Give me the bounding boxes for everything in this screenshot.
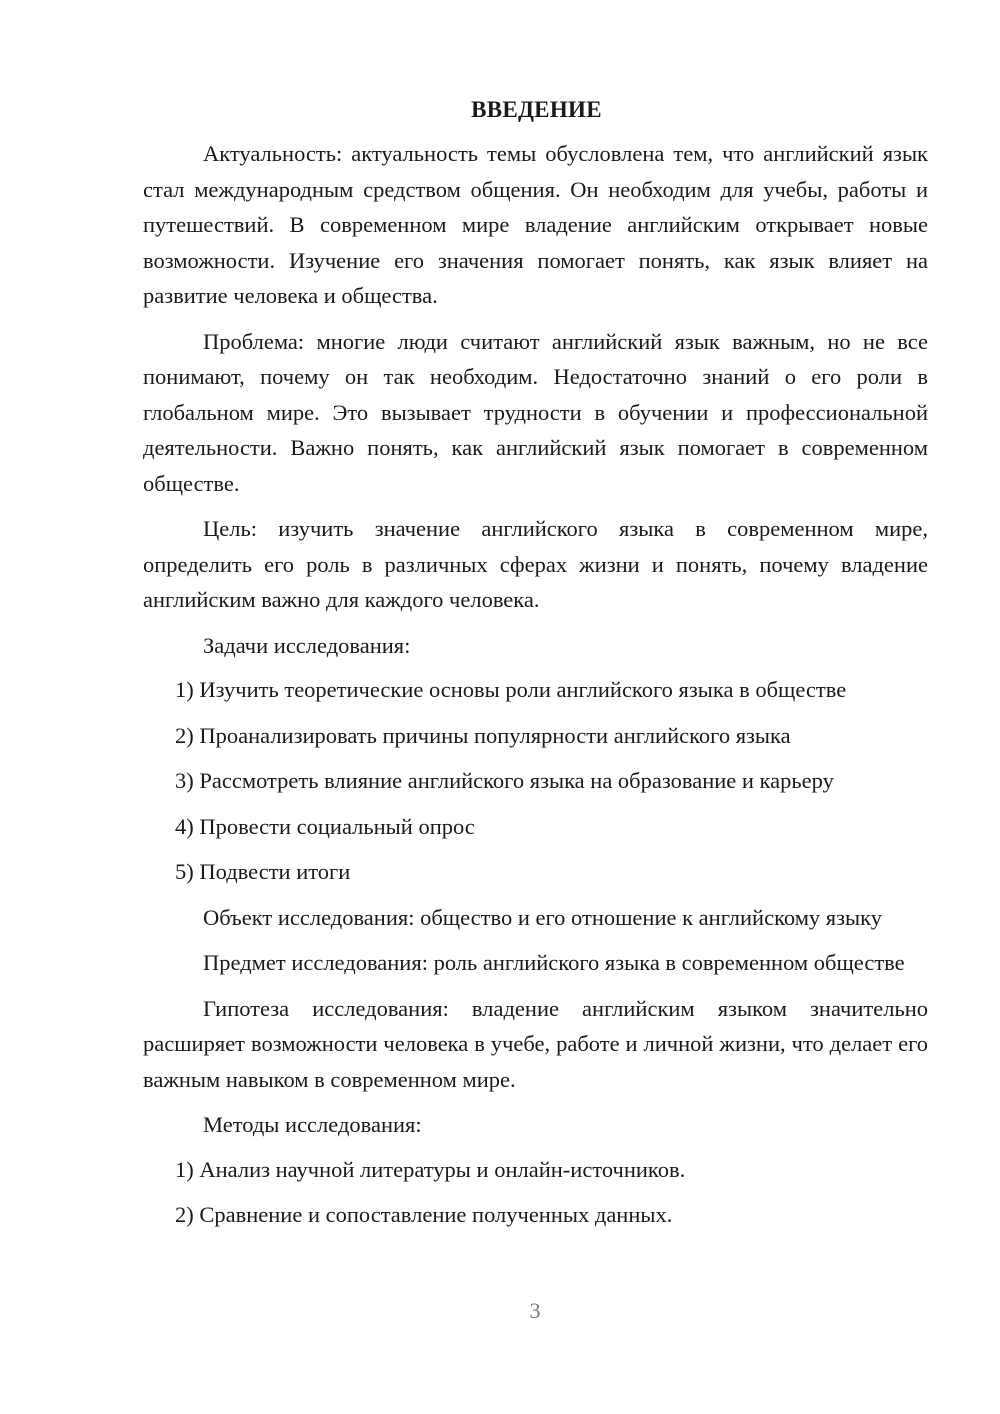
page-title: ВВЕДЕНИЕ (471, 97, 602, 122)
methods-list (143, 1152, 928, 1233)
task-item: 5) Подвести итоги (175, 859, 351, 884)
goal-paragraph: Цель: изучить значение английского языка в современном мире, определить его роль в различных сферах жизни и понять, почему владение английским важно для каждого человека. (143, 516, 928, 612)
method-item: 2) Сравнение и сопоставление полученных данных. (175, 1202, 673, 1227)
method-item: 1) Анализ научной литературы и онлайн-источников. (175, 1156, 686, 1182)
tasks-list (143, 672, 928, 890)
task-item: 2) Проанализировать причины популярности английского языка (175, 722, 791, 748)
relevance-paragraph: Актуальность: актуальность темы обусловлена тем, что английский язык стал международным средством общения. Он необходим для учебы, работы и путешествий. В современном мире владение английским открывает новые возможности. Изучение его значения помогает понять, как язык влияет на развитие человека и общества. (143, 141, 928, 308)
task-item: 3) Рассмотреть влияние английского языка на образование и карьеру (175, 768, 834, 793)
methods-heading: Методы исследования: (203, 1112, 422, 1137)
task-item: 1) Изучить теоретические основы роли английского языка в обществе (175, 677, 847, 702)
page-number: 3 (529, 1298, 541, 1323)
task-item: 4) Провести социальный опрос (175, 813, 475, 839)
object-paragraph: Объект исследования: общество и его отношение к английскому языку (203, 904, 883, 930)
hypothesis-paragraph: Гипотеза исследования: владение английским языком значительно расширяет возможности человека в учебе, работе и личной жизни, что делает его важным навыком в современном мире. (143, 995, 928, 1092)
page-content (143, 96, 928, 1243)
subject-paragraph: Предмет исследования: роль английского языка в современном обществе (203, 950, 905, 975)
problem-paragraph: Проблема: многие люди считают английский язык важным, но не все понимают, почему он так необходим. Недостаточно знаний о его роли в глобальном мире. Это вызывает трудности в обучении и профессиональной деятельности. Важно понять, как английский язык помогает в современном обществе. (143, 328, 928, 496)
tasks-heading: Задачи исследования: (203, 632, 411, 658)
